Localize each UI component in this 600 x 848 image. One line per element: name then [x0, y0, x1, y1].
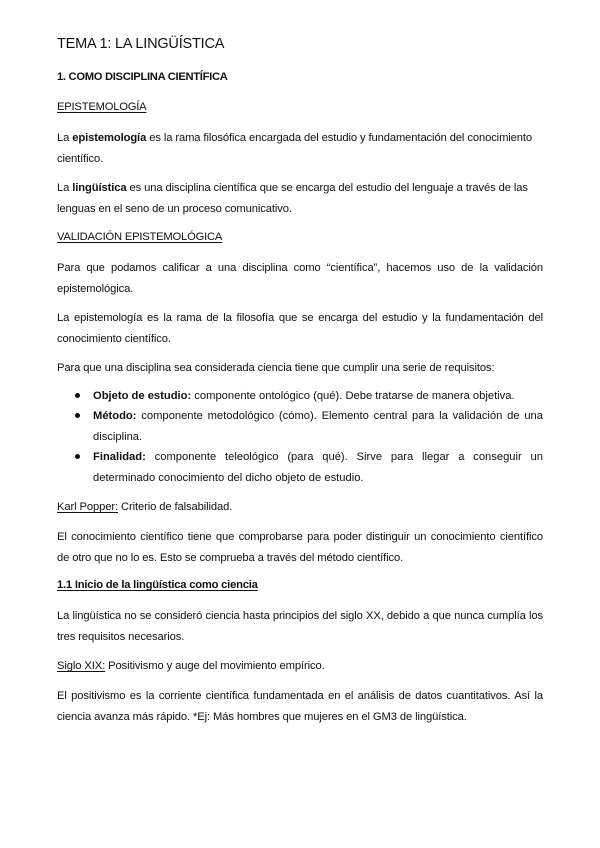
paragraph-inicio-ciencia: La lingüística no se consideró ciencia hasta principios del siglo XX, debido a que nunca cumplía los tres requisitos necesarios. — [57, 610, 543, 643]
list-item-label: Método: — [93, 410, 137, 422]
paragraph-conocimiento: El conocimiento científico tiene que comprobarse para poder distinguir un conocimiento científico de otro que no lo es. Esto se comprueba a través del método científico. — [57, 531, 543, 564]
list-item — [77, 447, 543, 488]
paragraph-requisitos-intro: Para que una disciplina sea considerada ciencia tiene que cumplir una serie de requisitos: — [57, 362, 495, 374]
list-item-label: Finalidad: — [93, 451, 146, 463]
bold-term: epistemología — [72, 132, 147, 144]
document-title: TEMA 1: LA LINGÜÍSTICA — [57, 36, 225, 52]
text-run: es una disciplina científica que se encarga del estudio del lenguaje a través de las lenguas en el seno de un proceso comunicativo. — [57, 182, 528, 215]
list-item-body: componente ontológico (qué). Debe tratarse de manera objetiva. — [191, 390, 515, 402]
paragraph-epistemologia-rama: La epistemología es la rama de la filosofía que se encarga del estudio y la fundamentación del conocimiento científico. — [57, 312, 543, 345]
bold-term: lingüística — [72, 182, 127, 194]
bullet-icon — [75, 393, 80, 398]
list-item-text — [93, 406, 543, 447]
paragraph-linguistica — [57, 178, 543, 219]
section-heading-1: 1. COMO DISCIPLINA CIENTÍFICA — [57, 71, 228, 83]
text-run: La — [57, 132, 73, 144]
epistemologia-heading: EPISTEMOLOGÍA — [57, 101, 147, 113]
list-item — [77, 406, 543, 447]
siglo-label: Siglo XIX: — [57, 660, 106, 672]
popper-text: Criterio de falsabilidad. — [118, 501, 233, 513]
list-item — [77, 386, 543, 407]
paragraph-siglo-xix — [57, 656, 543, 677]
paragraph-validacion: Para que podamos calificar a una disciplina como “científica”, hacemos uso de la validación epistemológica. — [57, 262, 543, 295]
text-run: es la rama filosófica encargada del estudio y fundamentación del conocimiento científico. — [57, 132, 533, 165]
siglo-text: Positivismo y auge del movimiento empírico. — [105, 660, 325, 672]
bullet-icon — [75, 454, 80, 459]
paragraph-popper — [57, 497, 543, 518]
list-item-text — [93, 447, 543, 488]
bullet-icon — [75, 413, 80, 418]
list-item-body: componente metodológico (cómo). Elemento central para la validación de una disciplina. — [93, 410, 543, 443]
section-heading-1-1: 1.1 Inicio de la lingüística como ciencia — [57, 579, 258, 591]
list-item-body: componente teleológico (para qué). Sirve para llegar a conseguir un determinado conocimiento del dicho objeto de estudio. — [93, 451, 543, 484]
validacion-heading: VALIDACIÓN EPISTEMOLÓGICA — [57, 231, 223, 243]
text-run: La — [57, 182, 73, 194]
list-item-label: Objeto de estudio: — [93, 390, 192, 402]
list-item-text — [93, 386, 543, 407]
paragraph-epistemologia — [57, 128, 543, 169]
paragraph-positivismo: El positivismo es la corriente científica fundamentada en el análisis de datos cuantitativos. Así la ciencia avanza más rápido. *Ej: Más hombres que mujeres en el GM3 de lingüística. — [57, 690, 543, 723]
popper-label: Karl Popper: — [57, 501, 118, 513]
